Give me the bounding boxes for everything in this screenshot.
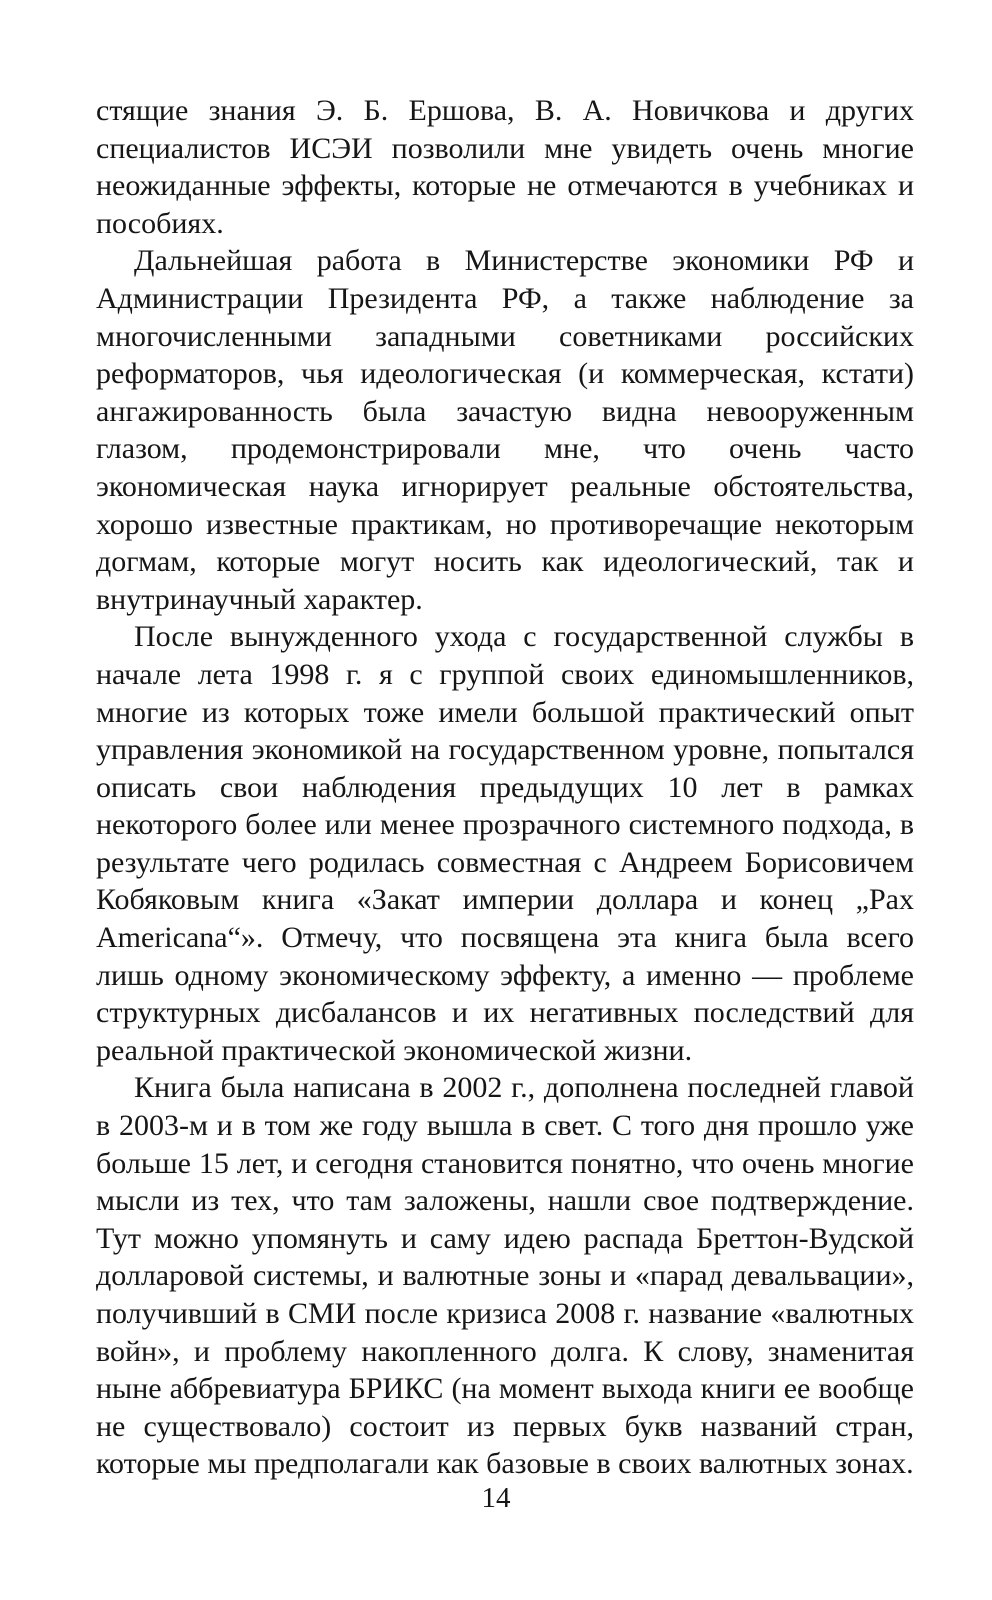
paragraph-4: Книга была написана в 2002 г., дополнена последней главой в 2003-м и в том же году вышла в свет. С того дня прошло уже больше 15 лет, и сегодня становится понятно, что очень многие мысли из тех, что там заложены, нашли свое подтверждение. Тут можно упомянуть и саму идею распада Бреттон-Вудской долларовой системы, и валютные зоны и «парад девальвации», получивший в СМИ после кризиса 2008 г. название «валютных войн», и проблему накопленного долга. К слову, знаменитая ныне аббревиатура БРИКС (на момент выхода книги ее вообще не существовало) состоит из первых букв названий стран, которые мы предполагали как базовые в своих валютных зонах. — [96, 1071, 914, 1481]
page-number: 14 — [481, 1482, 511, 1514]
paragraph-1: стящие знания Э. Б. Ершова, В. А. Новичкова и других специалистов ИСЭИ позволили мне увидеть очень многие неожиданные эффекты, которые не отмечаются в учебниках и пособиях. — [96, 94, 914, 240]
paragraph-2: Дальнейшая работа в Министерстве экономики РФ и Администрации Президента РФ, а также наблюдение за многочисленными западными советниками российских реформаторов, чья идеологическая (и коммерческая, кстати) ангажированность была зачастую видна невооруженным глазом, продемонстрировали мне, что очень часто экономическая наука игнорирует реальные обстоятельства, хорошо известные практикам, но противоречащие некоторым догмам, которые могут носить как идеологический, так и внутринаучный характер. — [96, 244, 914, 616]
paragraph-3: После вынужденного ухода с государственной службы в начале лета 1998 г. я с группой своих единомышленников, многие из которых тоже имели большой практический опыт управления экономикой на государственном уровне, попытался описать свои наблюдения предыдущих 10 лет в рамках некоторого более или менее прозрачного системного подхода, в результате чего родилась совместная с Андреем Борисовичем Кобяковым книга «Закат империи доллара и конец „Pax Americana“». Отмечу, что посвящена эта книга была всего лишь одному экономическому эффекту, а именно — проблеме структурных дисбалансов и их негативных последствий для реальной практической экономической жизни. — [96, 620, 914, 1067]
body-text — [96, 92, 914, 1483]
